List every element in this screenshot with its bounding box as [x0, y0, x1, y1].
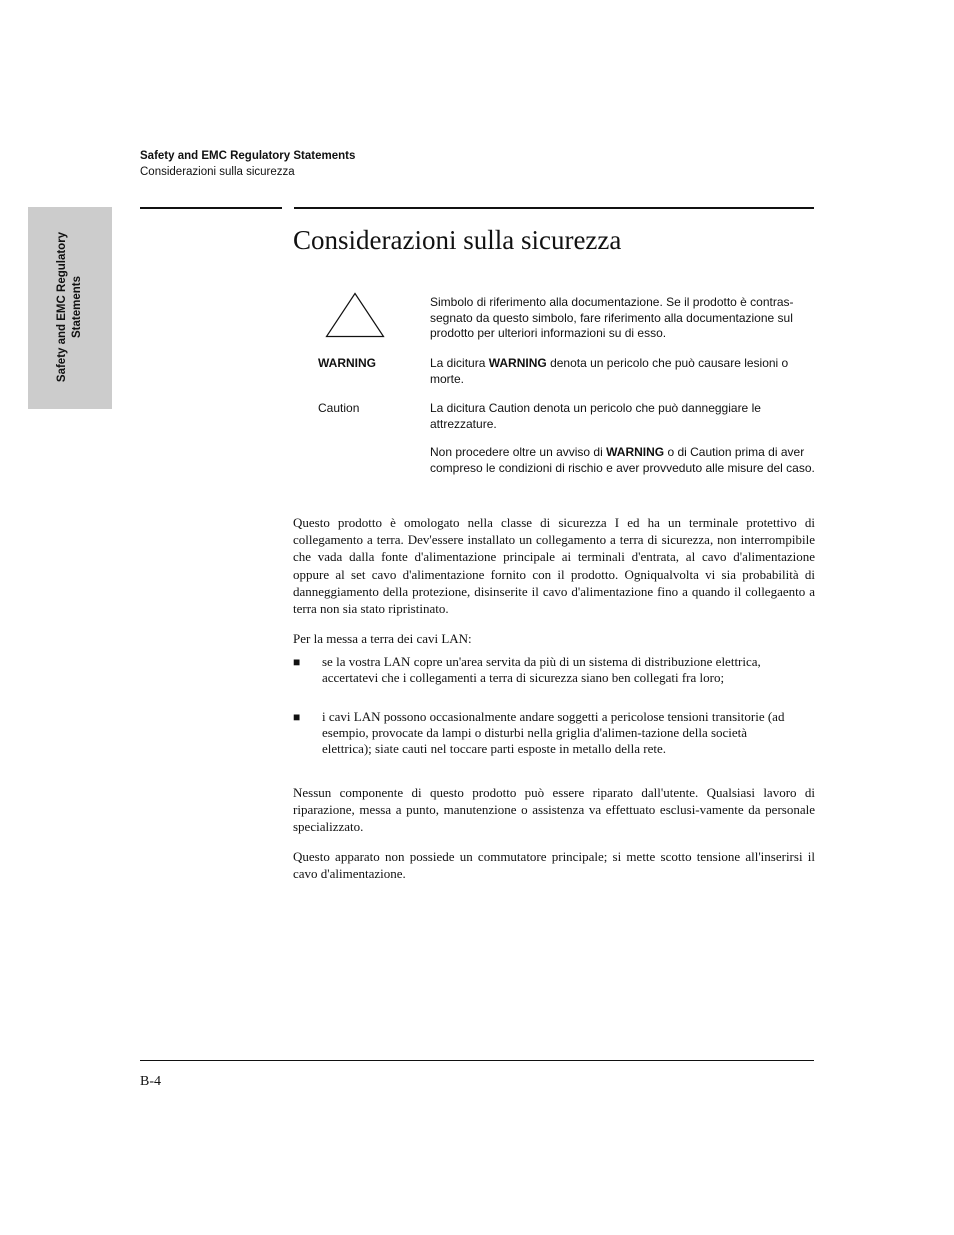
page-number: B-4 [140, 1074, 161, 1089]
caution-description: La dicitura Caution denota un pericolo che può danneggiare le attrezzature. [430, 401, 761, 431]
footer-rule [140, 1060, 814, 1061]
side-tab-line-1: Safety and EMC Regulatory [56, 231, 68, 383]
page-title: Considerazioni sulla sicurezza [293, 225, 622, 255]
bullet-marker-1: ■ [293, 655, 301, 669]
proceed-note [430, 445, 816, 476]
warning-prefix: La dicitura [430, 356, 486, 370]
bullet-item-1: se la vostra LAN copre un'area servita da più di un sistema di distribuzione elettrica, accertatevi che i collegamenti a terra di sicurezza siano ben collegati fra loro; [322, 654, 761, 685]
power-switch-paragraph: Questo apparato non possiede un commutatore principale; si mette scotto tensione all'inserirsi il cavo d'alimentazione. [293, 849, 815, 882]
grounding-paragraph: Questo prodotto è omologato nella classe di sicurezza I ed ha un terminale protettivo di collegamento a terra. Dev'essere installato un collegamento a terra di sicurezza, non interrompibile che vada dalla fonte d'alimentazione principale ai terminali d'entrata, al cavo d'alimentazione oppure al set cavo d'alimentazione fornito con il prodotto. Ogniqualvolta vi sia probabilità di danneggiamento della protezione, disinserite il cavo d'alimentazione fino a quando il collegaento a terra non sia stato ripristinato. [293, 515, 815, 617]
proceed-prefix: Non procedere oltre un avviso di [430, 445, 603, 459]
header-rule-right [294, 207, 814, 209]
side-tab-line-2: Statements [71, 276, 83, 338]
running-header-section: Safety and EMC Regulatory Statements [140, 150, 356, 162]
bullet-marker-2: ■ [293, 710, 301, 724]
lan-intro: Per la messa a terra dei cavi LAN: [293, 631, 472, 646]
warning-suffix: denota un pericolo che può causare lesioni o morte. [430, 356, 789, 386]
side-tab [28, 207, 112, 409]
repair-paragraph: Nessun componente di questo prodotto può essere riparato dall'utente. Qualsiasi lavoro di riparazione, messa a punto, manutenzione o assistenza va effettuato esclusi-vamente da personale specializzato. [293, 785, 815, 835]
caution-triangle-icon [325, 292, 385, 338]
side-tab-label [55, 212, 85, 402]
bullet-item-2: i cavi LAN possono occasionalmente andare soggetti a pericolose tensioni transitorie (ad esempio, provocate da lampi o disturbi nella griglia d'alimen-tazione della società elettrica); siate cauti nel toccare parti esposte in metallo della rete. [322, 709, 785, 756]
running-header [140, 148, 355, 180]
proceed-suffix: o di Caution prima di aver compreso le condizioni di rischio e aver provveduto alle misure del caso. [430, 445, 815, 475]
proceed-word: WARNING [606, 445, 665, 459]
warning-word: WARNING [488, 356, 547, 370]
warning-description [430, 356, 816, 387]
caution-label: Caution [318, 401, 360, 415]
running-header-subsection: Considerazioni sulla sicurezza [140, 166, 295, 178]
header-rule-left [140, 207, 282, 209]
warning-label: WARNING [318, 356, 376, 370]
symbol-description: Simbolo di riferimento alla documentazione. Se il prodotto è contras-segnato da questo simbolo, fare riferimento alla documentazione sul prodotto per ulteriori informazioni su di esso. [430, 295, 794, 341]
